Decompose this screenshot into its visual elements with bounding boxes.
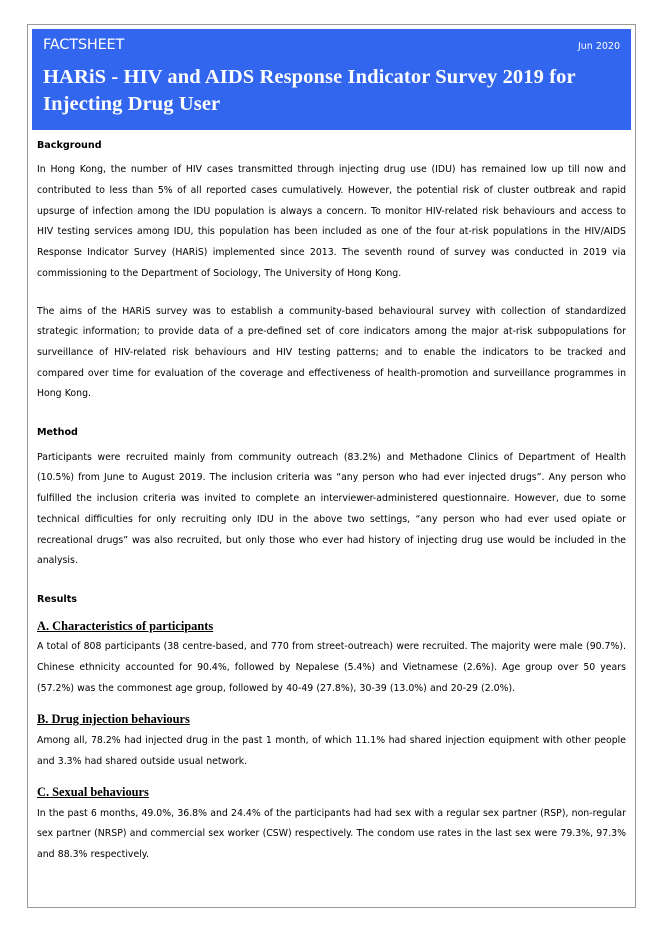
section-results <box>37 594 626 866</box>
section-background <box>37 140 626 406</box>
document-header-band <box>32 29 631 130</box>
subsection-spacer <box>37 772 626 781</box>
document-title: HARiS - HIV and AIDS Response Indicator Survey 2019 for Injecting Drug User <box>43 65 576 115</box>
section-spacer <box>37 572 626 594</box>
subsection-b-heading-wrap <box>37 708 626 730</box>
background-paragraph-2: The aims of the HARiS survey was to establish a community-based behavioural survey with collection of standardized strategic information; to provide data of a pre-defined set of core indicators among the major at-risk subpopulations for surveillance of HIV-related risk behaviours and HIV testing patterns; and to enable the indicators to be tracked and compared over time for evaluation of the coverage and effectiveness of health-promotion and surveillance programmes in Hong Kong. <box>37 305 626 400</box>
background-paragraph-1: In Hong Kong, the number of HIV cases transmitted through injecting drug use (IDU) has remained low up till now and contributed to less than 5% of all reported cases cumulatively. However, the potential risk of cluster outbreak and rapid upsurge of infection among the IDU population is always a concern. To monitor HIV-related risk behaviours and access to HIV testing services among IDU, this population has been included as one of the four at-risk populations in the HIV/AIDS Response Indicator Survey (HARiS) implemented since 2013. The seventh round of survey was conducted in 2019 via commissioning to the Department of Sociology, The University of Hong Kong. <box>37 164 626 279</box>
results-heading: Results <box>37 594 78 606</box>
header-top-row <box>43 38 620 53</box>
subsection-a-paragraph: A total of 808 participants (38 centre-based, and 770 from street-outreach) were recruited. The majority were male (90.7%). Chinese ethnicity accounted for 90.4%, followed by Nepalese (5.4%) and Vietnamese (2.6%). Age group over 50 years (57.2%) was the commonest age group, followed by 40-49 (27.8%), 30-39 (13.0%) and 20-29 (2.0%). <box>37 641 626 694</box>
subsection-a-heading: A. Characteristics of participants <box>37 618 214 633</box>
subsection-a-heading-wrap <box>37 615 626 637</box>
factsheet-page <box>27 24 636 908</box>
subsection-c-paragraph: In the past 6 months, 49.0%, 36.8% and 24.4% of the participants had had sex with a regular sex partner (RSP), non-regular sex partner (NRSP) and commercial sex worker (CSW) respectively. The condom use rates in the last sex were 79.3%, 97.3% and 88.3% respectively. <box>37 807 626 861</box>
subsection-c-heading-wrap <box>37 781 626 803</box>
section-spacer <box>37 405 626 427</box>
subsection-spacer <box>37 699 626 708</box>
issue-date: Jun 2020 <box>577 41 620 52</box>
section-method <box>37 427 626 572</box>
document-body <box>28 130 635 866</box>
subsection-c-heading: C. Sexual behaviours <box>37 785 149 800</box>
method-heading: Method <box>37 427 78 439</box>
paragraph-spacer <box>37 285 626 302</box>
method-paragraph: Participants were recruited mainly from community outreach (83.2%) and Methadone Clinics of Department of Health (10.5%) from June to August 2019. The inclusion criteria was “any person who had ever injected drugs”. Any person who fulfilled the inclusion criteria was invited to complete an interviewer-administered questionnaire. However, due to some technical difficulties for only recruiting only IDU in the above two settings, “any person who had ever used opiate or recreational drugs” was also recruited, but only those who ever had history of injecting drug use would be included in the analysis. <box>37 451 626 567</box>
subsection-b-heading: B. Drug injection behaviours <box>37 712 190 727</box>
factsheet-label: FACTSHEET <box>43 37 125 53</box>
subsection-b-paragraph: Among all, 78.2% had injected drug in the past 1 month, of which 11.1% had shared injection equipment with other people and 3.3% had shared outside usual network. <box>37 734 626 767</box>
background-heading: Background <box>37 139 102 151</box>
